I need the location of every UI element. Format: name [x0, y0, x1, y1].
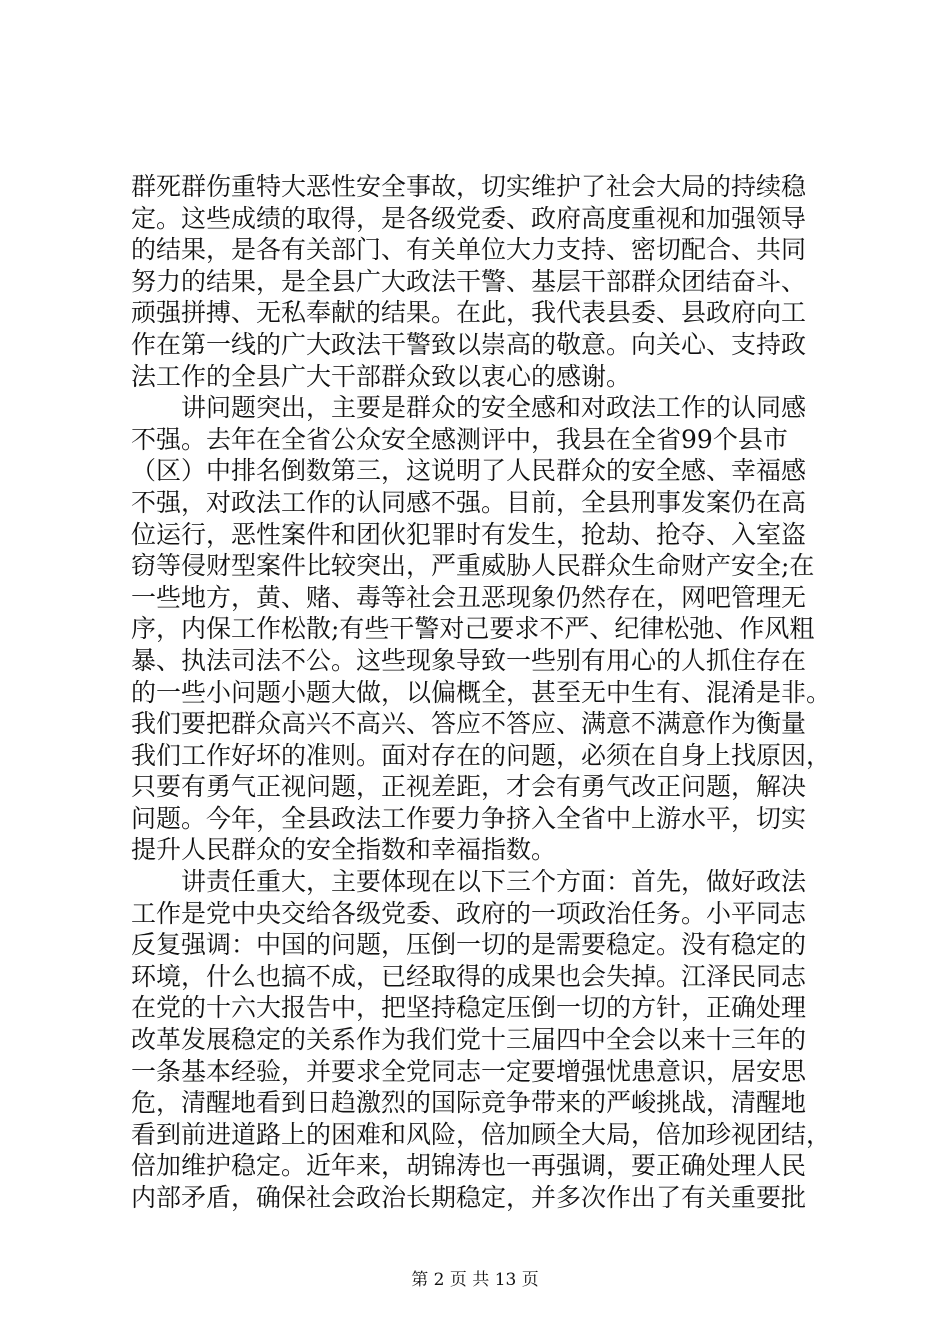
text-line: 我们要把群众高兴不高兴、答应不答应、满意不满意作为衡量	[131, 709, 807, 739]
text-line: 倍加维护稳定。近年来，胡锦涛也一再强调，要正确处理人民	[131, 1151, 807, 1181]
text-line: 的一些小问题小题大做，以偏概全，甚至无中生有、混淆是非。	[131, 677, 832, 707]
text-line: 在党的十六大报告中，把坚持稳定压倒一切的方针，正确处理	[131, 993, 807, 1023]
body-text	[131, 171, 831, 1214]
text-line: 定。这些成绩的取得，是各级党委、政府高度重视和加强领导	[131, 203, 807, 233]
text-line: 不强。去年在全省公众安全感测评中，我县在全省99个县市	[131, 424, 788, 454]
text-line: 窃等侵财型案件比较突出，严重威胁人民群众生命财产安全;在	[131, 551, 815, 581]
text-line: 群死群伤重特大恶性安全事故，切实维护了社会大局的持续稳	[131, 172, 807, 201]
text-line: 一条基本经验，并要求全党同志一定要增强忧患意识，居安思	[131, 1056, 807, 1086]
text-line: 位运行，恶性案件和团伙犯罪时有发生，抢劫、抢夺、入室盗	[131, 519, 807, 549]
page-number-footer: 第 2 页 共 13 页	[411, 1270, 539, 1290]
text-line: 内部矛盾，确保社会政治长期稳定，并多次作出了有关重要批	[131, 1183, 807, 1212]
text-line: （区）中排名倒数第三，这说明了人民群众的安全感、幸福感	[131, 456, 807, 486]
text-line: 法工作的全县广大干部群众致以衷心的感谢。	[131, 361, 632, 391]
text-line: 问题。今年，全县政法工作要力争挤入全省中上游水平，切实	[131, 803, 807, 833]
text-line: 改革发展稳定的关系作为我们党十三届四中全会以来十三年的	[131, 1025, 807, 1055]
text-line: 作在第一线的广大政法干警致以崇高的敬意。向关心、支持政	[131, 329, 807, 359]
text-line: 提升人民群众的安全指数和幸福指数。	[131, 835, 557, 865]
text-line: 我们工作好坏的准则。面对存在的问题，必须在自身上找原因，	[131, 740, 832, 770]
text-line: 顽强拼搏、无私奉献的结果。在此，我代表县委、县政府向工	[131, 298, 807, 328]
text-line: 不强，对政法工作的认同感不强。目前，全县刑事发案仍在高	[131, 487, 807, 517]
text-line: 环境，什么也搞不成，已经取得的成果也会失掉。江泽民同志	[131, 961, 807, 991]
text-line: 危，清醒地看到日趋激烈的国际竞争带来的严峻挑战，清醒地	[131, 1088, 807, 1118]
text-line: 暴、执法司法不公。这些现象导致一些别有用心的人抓住存在	[131, 645, 807, 675]
paragraph-start-line: 讲责任重大，主要体现在以下三个方面：首先，做好政法	[131, 867, 807, 897]
text-line: 一些地方，黄、赌、毒等社会丑恶现象仍然存在，网吧管理无	[131, 582, 807, 612]
text-line: 只要有勇气正视问题，正视差距，才会有勇气改正问题，解决	[131, 772, 807, 802]
text-line: 努力的结果，是全县广大政法干警、基层干部群众团结奋斗、	[131, 266, 807, 296]
paragraph-start-line: 讲问题突出，主要是群众的安全感和对政法工作的认同感	[131, 393, 807, 423]
text-line: 工作是党中央交给各级党委、政府的一项政治任务。小平同志	[131, 898, 807, 928]
text-line: 序，内保工作松散;有些干警对己要求不严、纪律松弛、作风粗	[131, 614, 815, 644]
text-line: 反复强调：中国的问题，压倒一切的是需要稳定。没有稳定的	[131, 930, 807, 960]
text-line: 看到前进道路上的困难和风险，倍加顾全大局，倍加珍视团结，	[131, 1119, 832, 1149]
text-line: 的结果，是各有关部门、有关单位大力支持、密切配合、共同	[131, 235, 807, 265]
